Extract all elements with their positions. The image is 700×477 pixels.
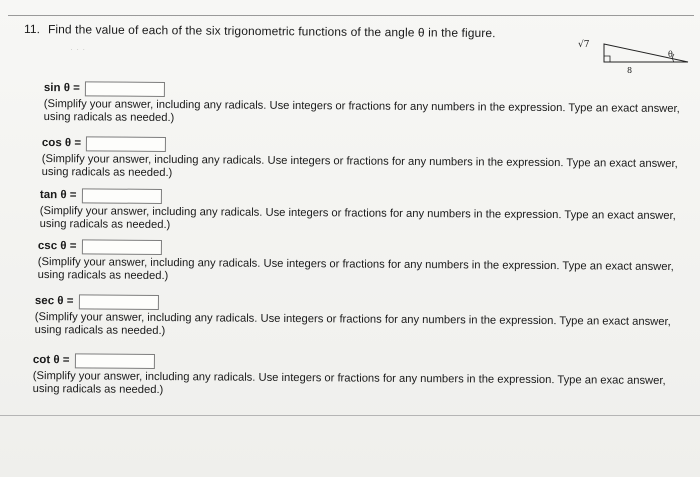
bottom-side-label: 8 <box>627 66 633 75</box>
cot-item <box>33 351 700 401</box>
tan-item <box>40 186 700 236</box>
question-prompt: Find the value of each of the six trigonometric functions of the angle θ in the figure. <box>47 22 496 41</box>
cos-answer-input[interactable] <box>86 136 166 152</box>
csc-label: csc θ = <box>37 239 77 253</box>
cos-instructions: (Simplify your answer, including any radicals. Use integers or fractions for any numbers in the expression. Type an exact answer, using radicals as needed.) <box>41 152 678 180</box>
csc-answer-input[interactable] <box>81 239 161 255</box>
bottom-divider <box>0 415 700 416</box>
sec-item <box>35 292 700 342</box>
sec-label: sec θ = <box>34 294 74 308</box>
right-triangle-figure <box>570 36 690 78</box>
top-divider <box>8 15 694 16</box>
triangle-outline <box>604 44 688 62</box>
question-header <box>24 22 496 40</box>
csc-instructions: (Simplify your answer, including any radicals. Use integers or fractions for any numbers in the expression. Type an exact answer, using radicals as needed.) <box>37 255 674 283</box>
cot-instructions: (Simplify your answer, including any radicals. Use integers or fractions for any numbers in the expression. Type an exac answer, using radicals as needed.) <box>32 369 666 397</box>
sin-label: sin θ = <box>43 81 80 95</box>
sec-instructions: (Simplify your answer, including any radicals. Use integers or fractions for any numbers in the expression. Type an exact answer, using radicals as needed.) <box>34 310 671 338</box>
sin-instructions: (Simplify your answer, including any radicals. Use integers or fractions for any numbers in the expression. Type an exact answer, using radicals as needed.) <box>43 97 680 125</box>
faded-background-text: · · · <box>70 44 86 54</box>
cos-item <box>42 134 700 184</box>
question-number: 11. <box>23 22 41 37</box>
angle-label: θ <box>668 50 673 59</box>
hypotenuse-label: √7 <box>578 40 590 50</box>
csc-item <box>38 237 700 287</box>
tan-label: tan θ = <box>39 188 77 202</box>
tan-instructions: (Simplify your answer, including any radicals. Use integers or fractions for any numbers in the expression. Type an exact answer, using radicals as needed.) <box>39 204 676 232</box>
right-angle-marker <box>604 56 610 62</box>
cot-label: cot θ = <box>32 353 70 367</box>
sin-answer-input[interactable] <box>85 81 165 97</box>
cot-answer-input[interactable] <box>74 353 154 369</box>
sec-answer-input[interactable] <box>78 294 158 310</box>
cos-label: cos θ = <box>41 136 82 150</box>
tan-answer-input[interactable] <box>81 188 161 204</box>
sin-item <box>44 79 700 129</box>
